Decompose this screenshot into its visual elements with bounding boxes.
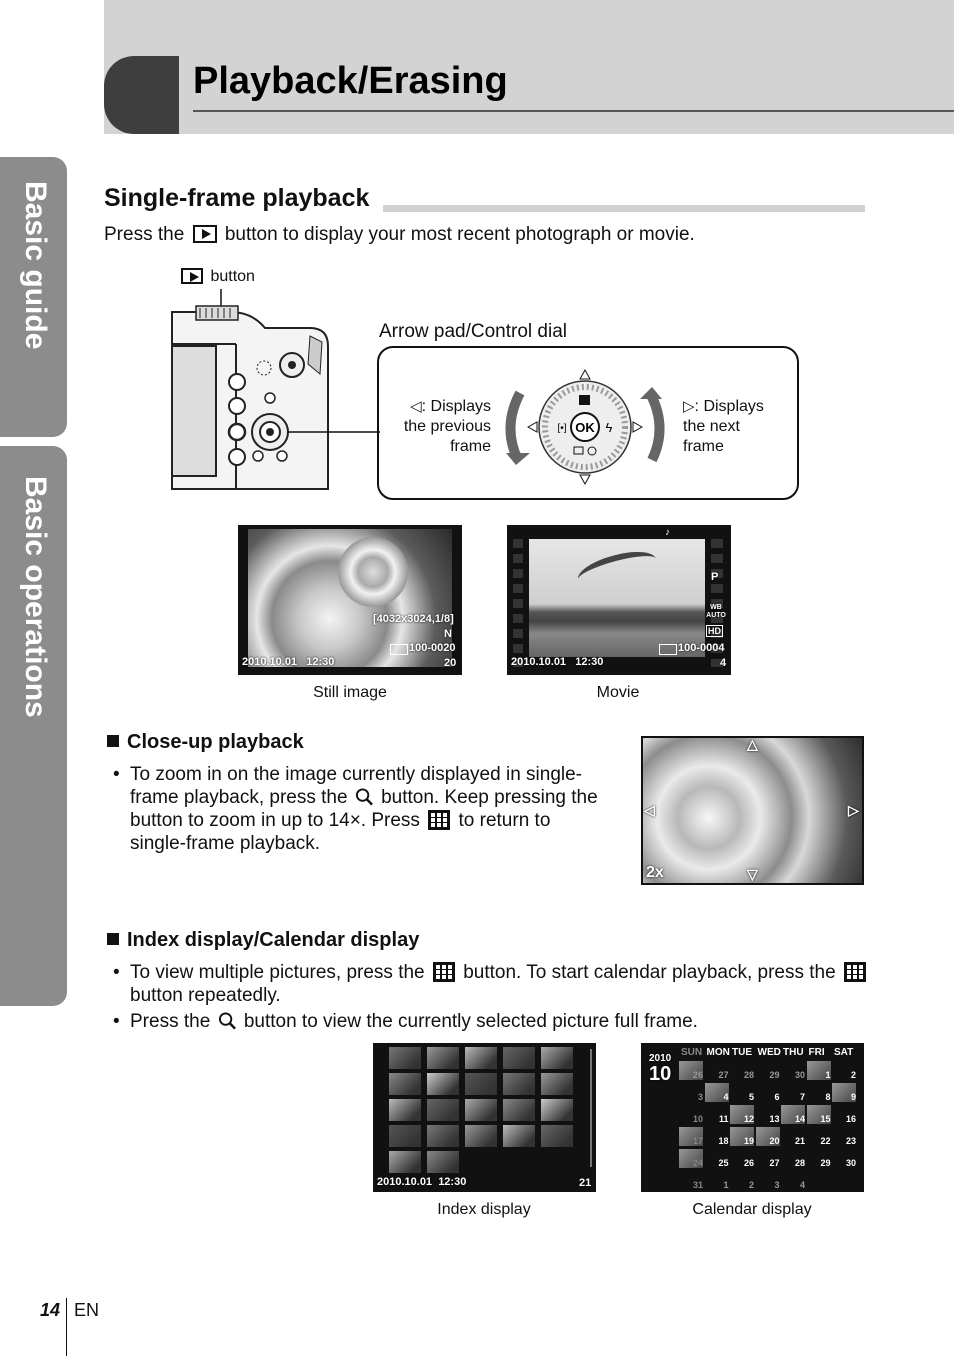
- button-label: button: [210, 268, 255, 285]
- zoom-level: 2x: [646, 864, 664, 881]
- calendar-day-header: THU: [783, 1047, 804, 1058]
- calendar-day[interactable]: 29: [820, 1158, 831, 1168]
- side-tab-basic-operations[interactable]: [0, 446, 67, 1006]
- footer-divider: [66, 1298, 67, 1356]
- calendar-year: 2010: [649, 1053, 672, 1064]
- calendar-display-screen: [641, 1043, 864, 1192]
- calendar-day[interactable]: 31: [692, 1180, 703, 1190]
- date-time: 2010.10.01 12:30: [377, 1176, 467, 1188]
- up-arrow-icon: △: [747, 736, 758, 752]
- down-arrow-icon: ▽: [747, 866, 758, 882]
- calendar-day[interactable]: 15: [807, 1105, 831, 1124]
- calendar-day[interactable]: 27: [769, 1158, 780, 1168]
- intro-paragraph: [104, 223, 884, 246]
- magnify-icon: [355, 787, 374, 807]
- svg-text:OK: OK: [575, 420, 595, 435]
- thumbnail[interactable]: [389, 1073, 421, 1095]
- calendar-day[interactable]: 27: [718, 1070, 729, 1080]
- calendar-day[interactable]: 26: [679, 1061, 703, 1080]
- language-code: EN: [74, 1300, 100, 1320]
- date-time: 2010.10.01 12:30: [511, 656, 604, 668]
- calendar-day[interactable]: 3: [697, 1092, 703, 1102]
- calendar-day[interactable]: 4: [799, 1180, 805, 1190]
- calendar-day[interactable]: 25: [718, 1158, 729, 1168]
- calendar-day[interactable]: 13: [769, 1114, 780, 1124]
- quality-indicator: N: [444, 628, 452, 640]
- calendar-day[interactable]: 2: [748, 1180, 754, 1190]
- thumbnail[interactable]: [389, 1125, 421, 1147]
- calendar-caption: Calendar display: [692, 1201, 812, 1218]
- dial-label: Arrow pad/Control dial: [379, 321, 567, 342]
- control-dial-illustration: [500, 365, 670, 490]
- thumbnail[interactable]: [427, 1151, 459, 1173]
- sound-icon: ♪: [665, 527, 670, 538]
- thumbnail[interactable]: [541, 1125, 573, 1147]
- thumbnail[interactable]: [503, 1099, 535, 1121]
- calendar-day[interactable]: 17: [679, 1127, 703, 1146]
- calendar-day[interactable]: 23: [845, 1136, 856, 1146]
- calendar-day[interactable]: 26: [743, 1158, 754, 1168]
- exposure-mode: P: [711, 571, 719, 583]
- left-arrow-icon: ◁: [410, 398, 422, 415]
- index-icon: [433, 962, 455, 982]
- right-arrow-icon: ▷: [848, 802, 859, 818]
- thumbnail[interactable]: [541, 1073, 573, 1095]
- calendar-day[interactable]: 29: [769, 1070, 780, 1080]
- index-bullet-1: • To view multiple pictures, press the button. To start calendar playback, press the button repeatedly.: [130, 961, 870, 1007]
- calendar-month: 10: [649, 1063, 672, 1085]
- calendar-day[interactable]: 11: [718, 1114, 729, 1124]
- camera-illustration: [160, 284, 400, 504]
- scrollbar[interactable]: [590, 1049, 592, 1167]
- left-arrow-icon: ◁: [644, 802, 655, 818]
- page-title: Playback/Erasing: [193, 60, 508, 102]
- calendar-day[interactable]: 3: [774, 1180, 780, 1190]
- closeup-bullet: • To zoom in on the image currently displayed in single-frame playback, press the button. Keep pressing the button to zoom in up to 14×. Press to return to single-frame playback.: [113, 764, 598, 854]
- index-bullet-2: • Press the button to view the currently selected picture full frame.: [113, 1011, 698, 1032]
- calendar-day-header: SAT: [834, 1047, 854, 1058]
- thumbnail[interactable]: [427, 1125, 459, 1147]
- calendar-day[interactable]: 4: [705, 1083, 729, 1102]
- calendar-day[interactable]: 28: [794, 1158, 805, 1168]
- thumbnail[interactable]: [465, 1125, 497, 1147]
- flower-shape: [338, 537, 408, 607]
- calendar-day[interactable]: 10: [692, 1114, 703, 1124]
- thumbnail[interactable]: [389, 1151, 421, 1173]
- page-number: 14: [40, 1300, 61, 1320]
- square-bullet-icon: [107, 735, 119, 747]
- calendar-day[interactable]: 9: [832, 1083, 856, 1102]
- section-rule: [383, 205, 865, 212]
- movie-screen: [507, 525, 731, 675]
- calendar-day[interactable]: 21: [794, 1136, 805, 1146]
- date-time: 2010.10.01 12:30: [242, 656, 335, 668]
- thumbnail[interactable]: [503, 1047, 535, 1069]
- calendar-day-header: MON: [706, 1047, 730, 1058]
- calendar-day[interactable]: 20: [756, 1127, 780, 1146]
- side-tab-label: Basic operations: [19, 476, 52, 718]
- calendar-grid: [679, 1045, 863, 1191]
- calendar-day[interactable]: 8: [825, 1092, 831, 1102]
- thumbnail[interactable]: [427, 1073, 459, 1095]
- calendar-day[interactable]: 28: [743, 1070, 754, 1080]
- calendar-day[interactable]: 14: [781, 1105, 805, 1124]
- calendar-day[interactable]: 5: [748, 1092, 754, 1102]
- thumbnail[interactable]: [465, 1073, 497, 1095]
- white-balance: WB AUTO: [706, 604, 726, 619]
- calendar-day[interactable]: 19: [730, 1127, 754, 1146]
- film-strip-left: [513, 533, 523, 667]
- image-size: [4032x3024,1/8]: [373, 613, 454, 625]
- intro-text: Press the: [104, 224, 185, 245]
- thumbnail[interactable]: [465, 1047, 497, 1069]
- right-arrow-icon: ▷: [683, 398, 695, 415]
- calendar-day[interactable]: 1: [723, 1180, 729, 1190]
- movie-caption: Movie: [596, 684, 640, 701]
- calendar-day-header: FRI: [808, 1047, 825, 1058]
- thumbnail[interactable]: [465, 1099, 497, 1121]
- hd-indicator: HD: [708, 626, 721, 636]
- calendar-day[interactable]: 6: [774, 1092, 780, 1102]
- thumbnail[interactable]: [503, 1125, 535, 1147]
- thumbnail[interactable]: [389, 1047, 421, 1069]
- calendar-day[interactable]: 12: [730, 1105, 754, 1124]
- index-caption: Index display: [437, 1201, 531, 1218]
- calendar-day-header: SUN: [681, 1047, 703, 1058]
- magnify-icon: [218, 1011, 237, 1031]
- side-tab-basic-guide[interactable]: [0, 157, 67, 437]
- playback-icon: [181, 268, 203, 284]
- intro-text: button to display your most recent photograph or movie.: [224, 224, 695, 245]
- frame-number: 4: [720, 657, 727, 669]
- svg-text:[•]: [•]: [557, 423, 567, 434]
- header-tab: [104, 56, 179, 134]
- thumbnail[interactable]: [541, 1099, 573, 1121]
- calendar-day[interactable]: 30: [845, 1158, 856, 1168]
- index-heading: Index display/Calendar display: [107, 929, 419, 952]
- calendar-day[interactable]: 24: [679, 1149, 703, 1168]
- calendar-day[interactable]: 1: [807, 1061, 831, 1080]
- playback-icon: [193, 225, 217, 243]
- closeup-screen: [641, 736, 864, 885]
- thumbnail[interactable]: [541, 1047, 573, 1069]
- calendar-day[interactable]: 2: [850, 1070, 856, 1080]
- title-rule: [193, 110, 954, 112]
- calendar-day[interactable]: 22: [820, 1136, 831, 1146]
- square-bullet-icon: [107, 933, 119, 945]
- rose-closeup-photo: [643, 738, 862, 883]
- index-icon: [428, 810, 450, 830]
- frame-number: 20: [444, 657, 457, 669]
- thumbnail[interactable]: [389, 1099, 421, 1121]
- calendar-day-header: TUE: [732, 1047, 752, 1058]
- calendar-day[interactable]: 30: [794, 1070, 805, 1080]
- still-image-caption: Still image: [313, 684, 387, 701]
- thumbnail[interactable]: [503, 1073, 535, 1095]
- section-title: Single-frame playback: [104, 184, 370, 212]
- card-icon: [659, 644, 677, 655]
- calendar-day[interactable]: 18: [718, 1136, 729, 1146]
- file-number: 100-0020: [409, 642, 456, 654]
- calendar-day-header: WED: [757, 1047, 781, 1058]
- still-image-screen: [238, 525, 462, 675]
- svg-text:ϟ: ϟ: [605, 420, 613, 435]
- index-display-screen: [373, 1043, 596, 1192]
- file-number: 100-0004: [678, 642, 725, 654]
- card-icon: [390, 644, 408, 655]
- next-frame-label: ▷: Displays the next frame: [683, 398, 764, 455]
- index-icon: [844, 962, 866, 982]
- calendar-day[interactable]: 16: [845, 1114, 856, 1124]
- thumbnail[interactable]: [427, 1099, 459, 1121]
- closeup-heading: Close-up playback: [107, 731, 304, 754]
- thumbnail[interactable]: [427, 1047, 459, 1069]
- thumbnail-grid: [389, 1047, 579, 1175]
- previous-frame-label: ◁: Displays the previous frame: [403, 398, 491, 455]
- frame-number: 21: [579, 1177, 592, 1189]
- side-tab-label: Basic guide: [19, 181, 52, 350]
- calendar-day[interactable]: 7: [799, 1092, 805, 1102]
